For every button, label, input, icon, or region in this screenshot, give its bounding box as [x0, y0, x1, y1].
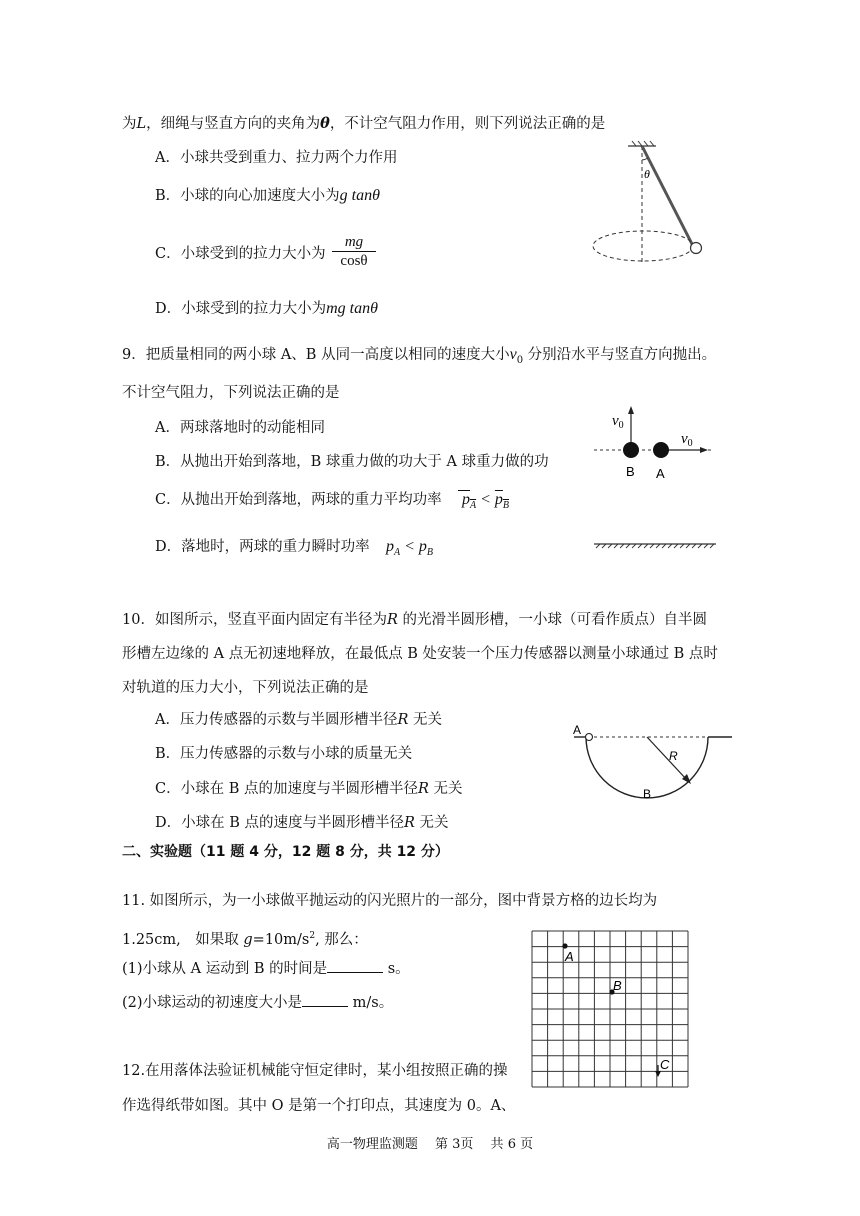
- q11-stem-line1: 11. 如图所示，为一小球做平抛运动的闪光照片的一部分，图中背景方格的边长均为: [122, 893, 658, 909]
- q10-option-c-R: R: [417, 781, 429, 797]
- q10-option-c-text: C．小球在 B 点的加速度与半圆形槽半径: [155, 781, 418, 797]
- q8-intro-part-a: 为: [122, 116, 137, 132]
- q11-stem2-sup: 2: [309, 931, 316, 941]
- q11-part-1: [122, 958, 410, 979]
- q8-option-d: [155, 299, 378, 319]
- q10-stem-line2: 形槽左边缘的 A 点无初速地释放，在最低点 B 处安装一个压力传感器以测量小球通过 B 点时: [122, 646, 718, 662]
- q8-conical-pendulum-figure: [590, 138, 720, 278]
- q11-part1-answer-blank[interactable]: [327, 958, 383, 973]
- q10-stem-line3: 对轨道的压力大小，下列说法正确的是: [122, 680, 369, 696]
- q10-label-R: R: [669, 749, 678, 763]
- q10-stem-line1: [122, 610, 707, 630]
- section-2-heading: 二、实验题（11 题 4 分，12 题 8 分，共 12 分）: [122, 844, 449, 860]
- q11-part-2: [122, 992, 393, 1013]
- q8-option-b-text: B．小球的向心加速度大小为: [155, 188, 340, 204]
- q11-stem2-c: , 那么：: [315, 931, 368, 948]
- q10-option-a-tail: 无关: [408, 712, 443, 728]
- q8-option-b: [155, 186, 380, 206]
- q9-stem1-a: 9．把质量相同的两小球 A、B 从同一高度以相同的速度大小: [122, 347, 510, 363]
- q9-stem1-b: 分别沿水平与竖直方向抛出。: [523, 347, 717, 363]
- q8-intro-part-c: ，不计空气阻力作用，则下列说法正确的是: [329, 116, 606, 132]
- q9-option-d: [155, 537, 370, 557]
- q8-theta-label: θ: [644, 167, 650, 181]
- q8-option-a: A．小球共受到重力、拉力两个力作用: [155, 150, 398, 166]
- q10-label-B: B: [643, 787, 652, 801]
- q9-v0-up-label: $v_0$: [612, 413, 624, 431]
- q11-part2-text: (2)小球运动的初速度大小是: [122, 995, 303, 1011]
- q9-stem1-sub: 0: [516, 354, 524, 366]
- q10-option-d-text: D．小球在 B 点的速度与半圆形槽半径: [155, 815, 404, 831]
- q10-option-c: [155, 779, 463, 799]
- q9-option-c: [155, 490, 442, 510]
- q9-option-a: A．两球落地时的动能相同: [155, 420, 325, 436]
- q9-ball-B: [623, 442, 639, 458]
- q10-stem1-a: 10．如图所示，竖直平面内固定有半径为: [122, 612, 387, 628]
- q9-label-B: B: [626, 464, 635, 479]
- q10-stem1-R: R: [386, 612, 398, 628]
- q8-option-d-text: D．小球受到的拉力大小为: [155, 301, 327, 317]
- q8-intro-L: L: [136, 116, 147, 132]
- q11-stem-line2: [122, 926, 368, 950]
- q11-part2-answer-blank[interactable]: [302, 992, 348, 1007]
- q8-option-c-fraction: [332, 233, 376, 270]
- q10-option-d-tail: 无关: [414, 815, 449, 831]
- q11-part2-unit: m/s。: [348, 995, 394, 1011]
- q11-label-A: A: [565, 949, 574, 964]
- q9-option-c-math: $p_A < p_B$: [458, 491, 510, 512]
- q8-frac-den: cosθ: [340, 253, 368, 269]
- q8-intro-theta: θ: [320, 115, 330, 132]
- q10-option-d-R: R: [404, 815, 415, 831]
- q10-option-a: [155, 710, 442, 730]
- q10-label-A: A: [573, 723, 582, 737]
- q9-option-c-text: C．从抛出开始到落地，两球的重力平均功率: [155, 492, 442, 508]
- q8-intro: [122, 114, 605, 134]
- q11-label-C: C: [660, 1057, 670, 1072]
- q10-option-c-tail: 无关: [428, 781, 463, 797]
- q11-stem2-g: g: [243, 931, 253, 948]
- q10-option-b: B．压力传感器的示数与小球的质量无关: [155, 746, 413, 762]
- q12-stem-line2: 作选得纸带如图。其中 O 是第一个打印点，其速度为 0。A、: [122, 1098, 516, 1114]
- q8-option-b-math: g tanθ: [339, 187, 380, 204]
- q11-part1-unit: s。: [383, 961, 410, 977]
- q11-stem2-a: 1.25cm, 如果取: [122, 931, 244, 948]
- q9-v0-right-label: $v_0$: [681, 431, 693, 449]
- q10-option-d: [155, 813, 449, 833]
- q10-option-a-text: A．压力传感器的示数与半圆形槽半径: [155, 712, 398, 728]
- q11-point-A: [562, 943, 567, 948]
- q11-part1-text: (1)小球从 A 运动到 B 的时间是: [122, 961, 328, 977]
- q10-stem1-b: 的光滑半圆形槽，一小球（可看作质点）自半圆: [397, 612, 707, 628]
- q8-option-d-math: mg tanθ: [326, 300, 378, 317]
- q9-option-d-math: $p_A < p_B$: [386, 538, 434, 559]
- q8-option-c: C．小球受到的拉力大小为: [155, 246, 326, 262]
- q10-option-a-R: R: [397, 712, 409, 728]
- q9-option-d-text: D．落地时，两球的重力瞬时功率: [155, 539, 370, 555]
- q9-stem-line1: [122, 345, 716, 371]
- q9-stem1-v: v: [509, 346, 517, 363]
- page-footer: 高一物理监测题 第 3页 共 6 页: [326, 1137, 534, 1152]
- q10-semicircle-figure: [562, 718, 738, 808]
- q9-option-b: B．从抛出开始到落地，B 球重力做的功大于 A 球重力做的功: [155, 454, 549, 470]
- q9-ball-A: [653, 442, 669, 458]
- q8-intro-part-b: ，细绳与竖直方向的夹角为: [146, 116, 321, 132]
- q9-label-A: A: [656, 466, 665, 481]
- q9-projectile-figure: [590, 400, 720, 550]
- q9-stem-line2: 不计空气阻力，下列说法正确的是: [122, 385, 340, 401]
- q11-grid-figure: [527, 928, 693, 1094]
- q12-stem-line1: 12.在用落体法验证机械能守恒定律时，某小组按照正确的操: [122, 1063, 508, 1079]
- q8-frac-num: mg: [332, 233, 376, 252]
- q11-stem2-b: =10m/s: [252, 931, 310, 948]
- q11-label-B: B: [613, 978, 622, 993]
